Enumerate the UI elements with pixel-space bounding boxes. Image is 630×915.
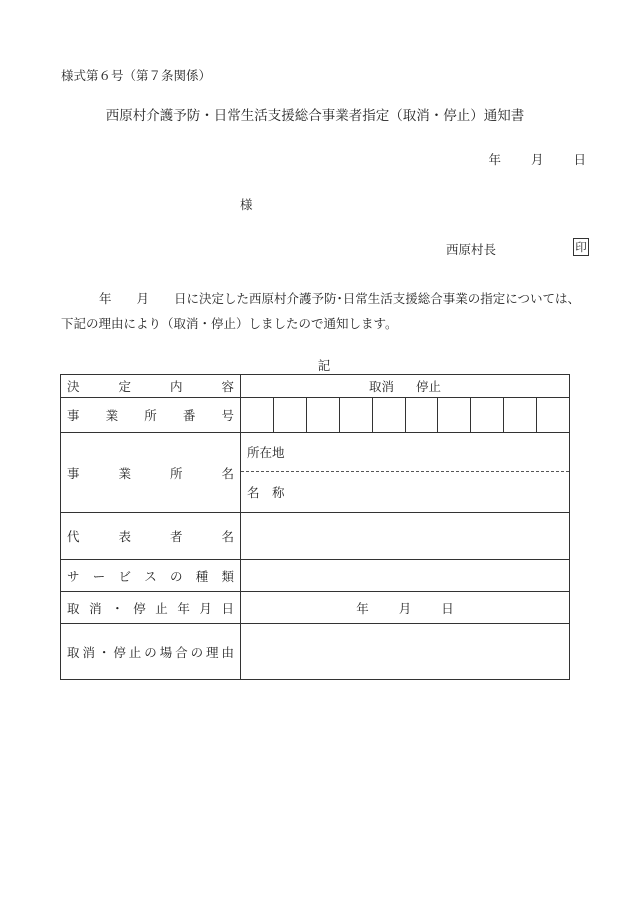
effective-date-label: 取消・停止年月日	[61, 592, 241, 624]
table-row	[61, 624, 570, 680]
seal-mark: 印	[573, 238, 589, 256]
effective-date-value	[241, 592, 570, 624]
office-detail-cell	[241, 433, 570, 513]
issuer-name: 西原村長	[446, 242, 497, 257]
reason-value	[241, 624, 570, 680]
ki-heading: 記	[317, 358, 331, 373]
day-label: 日	[441, 600, 454, 616]
decision-suspend: 停止	[416, 379, 442, 394]
digit-box	[504, 398, 537, 432]
digit-box	[340, 398, 373, 432]
service-type-label: サービスの種類	[61, 560, 241, 592]
decision-value	[241, 375, 570, 398]
office-number-grid	[241, 398, 570, 433]
document-title: 西原村介護予防・日常生活支援総合事業者指定（取消・停止）通知書	[105, 108, 525, 124]
location-label: 所在地	[247, 445, 285, 460]
digit-box	[373, 398, 406, 432]
notice-body: 年 月 日に決定した西原村介護予防･日常生活支援総合事業の指定については、下記の理由により（取消・停止）しましたので通知します。	[61, 291, 581, 331]
digit-box	[307, 398, 340, 432]
table-row	[61, 433, 570, 513]
reason-label: 取消・停止の場合の理由	[61, 624, 241, 680]
table-row	[61, 375, 570, 398]
year-label: 年	[488, 152, 501, 167]
month-label: 月	[398, 600, 412, 616]
digit-box	[471, 398, 504, 432]
month-label: 月	[530, 152, 544, 167]
service-type-value	[241, 560, 570, 592]
year-label: 年	[356, 600, 369, 616]
decision-cancel: 取消	[368, 379, 394, 394]
decision-label: 決定内容	[61, 375, 241, 398]
day-label: 日	[573, 152, 586, 167]
office-name-label: 事業所名	[61, 433, 241, 513]
representative-value	[241, 513, 570, 560]
table-row	[61, 513, 570, 560]
addressee-suffix: 様	[240, 197, 253, 212]
table-row	[61, 398, 570, 433]
name-field	[241, 472, 569, 512]
digit-box	[274, 398, 307, 432]
name-label: 名 称	[247, 485, 285, 500]
representative-label: 代表者名	[61, 513, 241, 560]
digit-box	[438, 398, 471, 432]
table-row	[61, 560, 570, 592]
form-number: 様式第６号（第７条関係）	[61, 68, 212, 83]
location-field	[241, 433, 569, 472]
digit-box	[406, 398, 439, 432]
office-number-label: 事業所番号	[61, 398, 241, 433]
digit-box	[241, 398, 274, 432]
issue-date	[488, 150, 586, 168]
notice-table	[60, 374, 570, 680]
digit-box	[537, 398, 569, 432]
table-row	[61, 592, 570, 624]
